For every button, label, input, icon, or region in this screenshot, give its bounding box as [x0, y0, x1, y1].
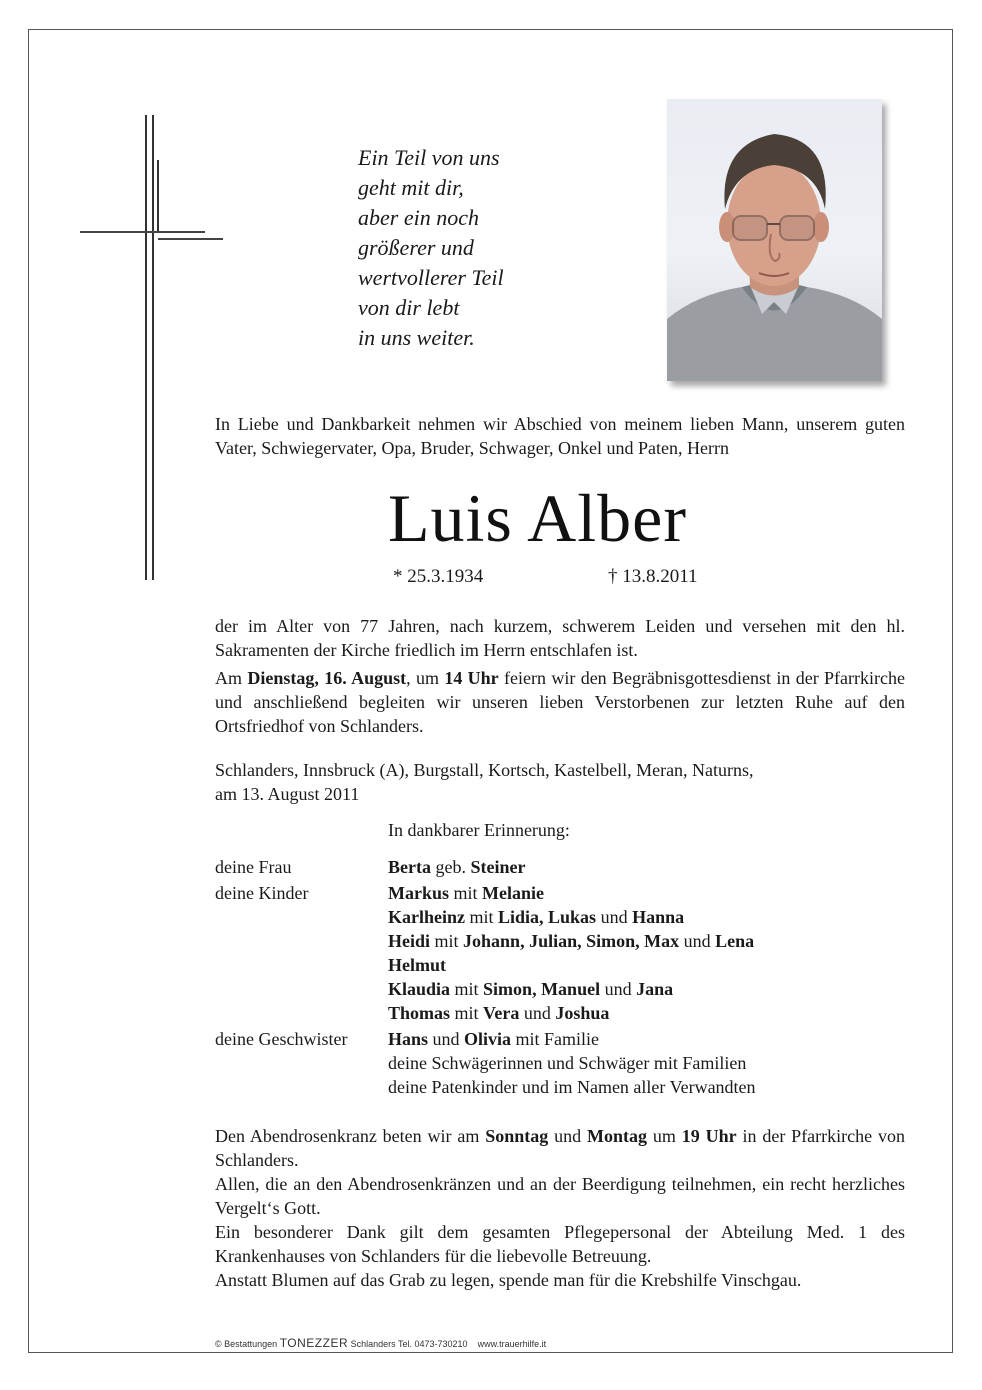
funeral-paragraph [215, 666, 905, 738]
footer-prefix: © Bestattungen [215, 1339, 280, 1349]
text-span: in der Pfarrkirche von Schlanders. [215, 1126, 906, 1170]
bold-name: Hanna [632, 907, 685, 927]
text-span: feiern wir den Begräbnisgottesdienst in der Pfarrkirche und anschließend begleiten wir unseren lieben Verstorbenen zur letzten Ruhe auf den Ortsfriedhof von Schlanders. [215, 668, 906, 736]
thanks-paragraph: Allen, die an den Abendrosenkränzen und an der Beerdigung teilnehmen, ein recht herzliches Vergelt‘s Gott. [215, 1174, 905, 1218]
funeral-day: Dienstag, 16. August [247, 668, 407, 688]
memory-heading: In dankbarer Erinnerung: [388, 820, 570, 840]
text-span: mit [450, 1003, 484, 1023]
bold-time: 19 Uhr [681, 1126, 737, 1146]
relatives-line: deine Schwägerinnen und Schwäger mit Familien [388, 1053, 747, 1073]
wife-name [388, 855, 525, 879]
footer-phone: Schlanders Tel. 0473-730210 [348, 1339, 468, 1349]
bold-name: Klaudia [388, 979, 451, 999]
text-span: , um [406, 668, 445, 688]
poem-line: Ein Teil von uns [358, 145, 500, 170]
flowers-note: Anstatt Blumen auf das Grab zu legen, spende man für die Krebshilfe Vinschgau. [215, 1270, 802, 1290]
text-span: Am [215, 668, 248, 688]
text-span: mit [450, 979, 484, 999]
death-date: † 13.8.2011 [608, 566, 698, 587]
bold-name: Melanie [482, 883, 545, 903]
sibling-line [388, 1027, 599, 1051]
relatives-line: deine Patenkinder und im Namen aller Verwandten [388, 1077, 756, 1097]
deceased-name: Luis Alber [388, 480, 687, 556]
text-span: Den Abendrosenkranz beten wir am [215, 1126, 486, 1146]
portrait-illustration [667, 99, 882, 381]
bold-name: Hans [388, 1029, 429, 1049]
date-line: am 13. August 2011 [215, 784, 360, 804]
text-span: geb. [430, 857, 471, 877]
bold-name: Heidi [388, 931, 431, 951]
siblings-label: deine Geschwister [215, 1029, 348, 1049]
age-paragraph: der im Alter von 77 Jahren, nach kurzem, schwerem Leiden und versehen mit den hl. Sakramenten der Kirche friedlich im Herrn entschlafen ist. [215, 616, 905, 660]
text-span: und [548, 1126, 587, 1146]
poem-line: geht mit dir, [358, 175, 464, 200]
poem-line: größerer und [358, 235, 474, 260]
text-span: und [600, 979, 637, 999]
portrait-photo [667, 99, 882, 381]
bold-name: Berta [388, 857, 431, 877]
text-span: um [647, 1126, 682, 1146]
text-span: mit [465, 907, 499, 927]
bold-day: Sonntag [485, 1126, 549, 1146]
text-span: und [596, 907, 633, 927]
poem-line: in uns weiter. [358, 325, 475, 350]
footer-brand: TONEZZER [279, 1336, 349, 1350]
footer-link[interactable]: www.trauerhilfe.it [477, 1339, 547, 1349]
bold-name: Jana [636, 979, 674, 999]
footer [215, 1336, 546, 1350]
child-line [388, 881, 544, 905]
child-line [388, 1001, 609, 1025]
bold-name: Markus [388, 883, 450, 903]
bold-name: Simon, Manuel [483, 979, 601, 999]
child-line [388, 929, 754, 953]
text-span: mit Familie [511, 1029, 600, 1049]
poem-line: von dir lebt [358, 295, 460, 320]
poem-line: wertvollerer Teil [358, 265, 504, 290]
bold-day: Montag [587, 1126, 647, 1146]
places-line: Schlanders, Innsbruck (A), Burgstall, Kortsch, Kastelbell, Meran, Naturns, [215, 760, 754, 780]
bold-name: Thomas [388, 1003, 451, 1023]
bold-name: Steiner [470, 857, 526, 877]
care-thanks-paragraph: Ein besonderer Dank gilt dem gesamten Pflegepersonal der Abteilung Med. 1 des Krankenhauses von Schlanders für die liebevolle Betreuung. [215, 1222, 905, 1266]
wife-label: deine Frau [215, 857, 292, 877]
bold-name: Lena [715, 931, 755, 951]
child-line [388, 977, 673, 1001]
text-span: und [428, 1029, 465, 1049]
text-span: mit [449, 883, 483, 903]
bold-name: Karlheinz [388, 907, 465, 927]
bold-name: Joshua [555, 1003, 610, 1023]
bold-name: Helmut [388, 955, 446, 975]
rosary-paragraph [215, 1124, 905, 1172]
poem-line: aber ein noch [358, 205, 479, 230]
text-span: und [679, 931, 716, 951]
bold-name: Lidia, Lukas [498, 907, 597, 927]
intro-text: In Liebe und Dankbarkeit nehmen wir Abschied von meinem lieben Mann, unserem guten Vater, Schwiegervater, Opa, Bruder, Schwager, Onkel und Paten, Herrn [215, 414, 905, 458]
child-line [388, 953, 446, 977]
text-span: und [519, 1003, 556, 1023]
poem [358, 143, 598, 353]
birth-date: * 25.3.1934 [393, 566, 484, 587]
funeral-time: 14 Uhr [444, 668, 499, 688]
child-line [388, 905, 684, 929]
bold-name: Johann, Julian, Simon, Max [463, 931, 680, 951]
bold-name: Vera [483, 1003, 520, 1023]
text-span: mit [430, 931, 464, 951]
children-label: deine Kinder [215, 883, 309, 903]
bold-name: Olivia [464, 1029, 512, 1049]
